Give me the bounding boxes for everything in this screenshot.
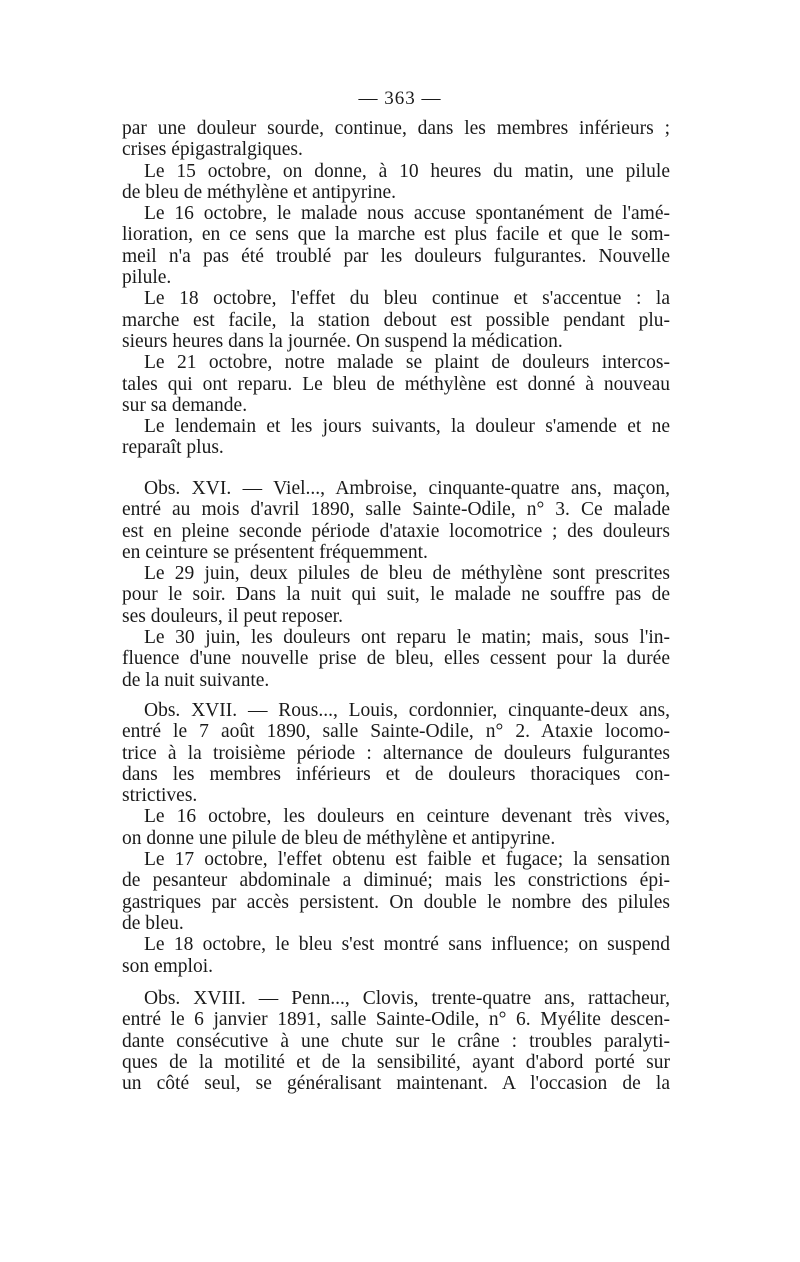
text-line: gastriques par accès persistent. On double le nombre des pilules [122, 891, 670, 913]
text-line: par une douleur sourde, continue, dans les membres inférieurs ; [122, 118, 670, 139]
text-line: de pesanteur abdominale a diminué; mais les constrictions épi- [122, 870, 670, 892]
text-line: entré au mois d'avril 1890, salle Sainte-Odile, n° 3. Ce malade [122, 499, 670, 521]
text-line: on donne une pilule de bleu de méthylène et antipyrine. [122, 827, 556, 849]
text-line: ques de la motilité et de la sensibilité, ayant d'abord porté sur [122, 1051, 670, 1073]
text-line: marche est facile, la station debout est possible pendant plu- [122, 309, 670, 331]
section-case-continuation [122, 118, 670, 459]
text-line: en ceinture se présentent fréquemment. [122, 541, 428, 563]
text-line: lioration, en ce sens que la marche est plus facile et que le som- [122, 224, 670, 246]
text-line: est en pleine seconde période d'ataxie locomotrice ; des douleurs [122, 520, 670, 542]
text-line: entré le 6 janvier 1891, salle Sainte-Odile, n° 6. Myélite descen- [122, 1009, 670, 1031]
text-line: reparaît plus. [122, 437, 224, 459]
text-line: dante consécutive à une chute sur le crâne : troubles paralyti- [122, 1030, 670, 1052]
text-line: un côté seul, se généralisant maintenant. A l'occasion de la [122, 1073, 670, 1095]
text-line: pour le soir. Dans la nuit qui suit, le malade ne souffre pas de [122, 584, 670, 606]
text-line: Le 16 octobre, les douleurs en ceinture devenant très vives, [144, 806, 670, 828]
text-line: Obs. XVI. — Viel..., Ambroise, cinquante-quatre ans, maçon, [144, 478, 670, 499]
text-line: meil n'a pas été troublé par les douleurs fulgurantes. Nouvelle [122, 245, 670, 267]
page-number: — 363 — [358, 88, 442, 109]
text-line: Le 21 octobre, notre malade se plaint de douleurs intercos- [144, 352, 670, 374]
text-line: Le 18 octobre, l'effet du bleu continue et s'accentue : la [144, 288, 670, 310]
text-line: Le 16 octobre, le malade nous accuse spontanément de l'amé- [144, 203, 670, 225]
text-line: Le lendemain et les jours suivants, la douleur s'amende et ne [144, 416, 670, 438]
section-observation-xvii [122, 700, 670, 977]
section-observation-xviii [122, 988, 670, 1094]
text-line: de bleu de méthylène et antipyrine. [122, 181, 396, 203]
text-line: Le 18 octobre, le bleu s'est montré sans influence; on suspend [144, 934, 670, 956]
text-line: Obs. XVIII. — Penn..., Clovis, trente-quatre ans, rattacheur, [144, 988, 670, 1009]
text-line: Le 15 octobre, on donne, à 10 heures du matin, une pilule [144, 160, 670, 182]
text-line: ses douleurs, il peut reposer. [122, 605, 343, 627]
text-line: Le 17 octobre, l'effet obtenu est faible et fugace; la sensation [144, 849, 670, 871]
text-line: son emploi. [122, 955, 213, 977]
text-line: Le 30 juin, les douleurs ont reparu le matin; mais, sous l'in- [144, 627, 670, 649]
text-line: Le 29 juin, deux pilules de bleu de méthylène sont prescrites [144, 563, 670, 585]
text-line: strictives. [122, 785, 198, 807]
section-observation-xvi [122, 478, 670, 691]
text-line: de bleu. [122, 912, 184, 934]
text-line: pilule. [122, 267, 172, 289]
text-line: Obs. XVII. — Rous..., Louis, cordonnier, cinquante-deux ans, [144, 700, 670, 721]
text-line: dans les membres inférieurs et de douleurs thoraciques con- [122, 763, 670, 785]
text-line: entré le 7 août 1890, salle Sainte-Odile, n° 2. Ataxie locomo- [122, 721, 670, 743]
text-line: sur sa demande. [122, 394, 248, 416]
text-line: trice à la troisième période : alternance de douleurs fulgurantes [122, 742, 670, 764]
text-line: de la nuit suivante. [122, 669, 270, 691]
text-line: sieurs heures dans la journée. On suspend la médication. [122, 330, 563, 352]
text-line: tales qui ont reparu. Le bleu de méthylène est donné à nouveau [122, 373, 670, 395]
text-line: crises épigastralgiques. [122, 139, 303, 161]
text-line: fluence d'une nouvelle prise de bleu, elles cessent pour la durée [122, 648, 670, 670]
